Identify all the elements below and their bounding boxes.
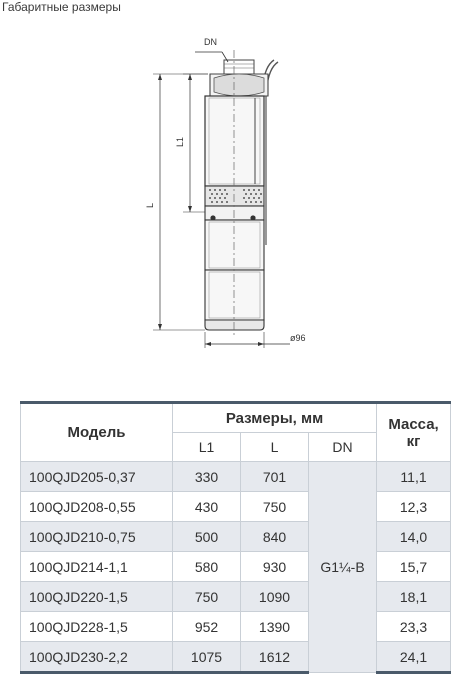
cell-mass: 15,7: [377, 552, 451, 582]
l1-label: L1: [175, 136, 185, 147]
cell-model: 100QJD230-2,2: [21, 642, 173, 673]
header-l1: L1: [173, 433, 241, 462]
pump-upper-body: [205, 96, 264, 186]
diameter-dimension: [205, 332, 306, 348]
cell-l: 1090: [241, 582, 309, 612]
cell-l: 930: [241, 552, 309, 582]
header-mass-line2: кг: [406, 432, 421, 450]
specs-table: [20, 401, 451, 674]
header-mass: [377, 403, 451, 462]
header-l: L: [241, 433, 309, 462]
pump-motor-body: [205, 206, 264, 330]
cell-l: 701: [241, 462, 309, 492]
cell-model: 100QJD208-0,55: [21, 492, 173, 522]
header-dn: DN: [309, 433, 377, 462]
section-title: Габаритные размеры: [2, 0, 121, 14]
table-row: [21, 612, 451, 642]
dn-leader: [195, 37, 228, 62]
pump-intake-screen: [205, 186, 264, 206]
cell-l1: 330: [173, 462, 241, 492]
pump-outlet-head: [210, 60, 268, 96]
cell-model: 100QJD205-0,37: [21, 462, 173, 492]
cell-l1: 580: [173, 552, 241, 582]
cell-l: 750: [241, 492, 309, 522]
cell-dn: G1¼-B: [309, 462, 377, 673]
cell-model: 100QJD210-0,75: [21, 522, 173, 552]
cell-mass: 23,3: [377, 612, 451, 642]
l-label: L: [145, 202, 155, 208]
header-dimensions: Размеры, мм: [173, 403, 377, 433]
cell-l1: 500: [173, 522, 241, 552]
table-row: [21, 492, 451, 522]
header-model: Модель: [21, 403, 173, 462]
cell-l: 1390: [241, 612, 309, 642]
diameter-label: ø96: [290, 333, 306, 343]
cell-l: 1612: [241, 642, 309, 673]
table-row: [21, 522, 451, 552]
cell-model: 100QJD228-1,5: [21, 612, 173, 642]
cell-mass: 24,1: [377, 642, 451, 673]
cell-l1: 1075: [173, 642, 241, 673]
header-mass-line1: Масса,: [388, 415, 439, 433]
cell-l1: 952: [173, 612, 241, 642]
table-row: [21, 642, 451, 673]
cell-mass: 18,1: [377, 582, 451, 612]
cell-mass: 14,0: [377, 522, 451, 552]
cell-mass: 11,1: [377, 462, 451, 492]
cell-l1: 750: [173, 582, 241, 612]
l-dimension: [145, 74, 208, 330]
cell-l1: 430: [173, 492, 241, 522]
cell-mass: 12,3: [377, 492, 451, 522]
cell-model: 100QJD220-1,5: [21, 582, 173, 612]
table-row: [21, 582, 451, 612]
table-row: [21, 552, 451, 582]
cell-model: 100QJD214-1,1: [21, 552, 173, 582]
table-row: [21, 462, 451, 492]
cell-l: 840: [241, 522, 309, 552]
l1-dimension: [175, 74, 208, 212]
dn-label: DN: [204, 37, 217, 47]
